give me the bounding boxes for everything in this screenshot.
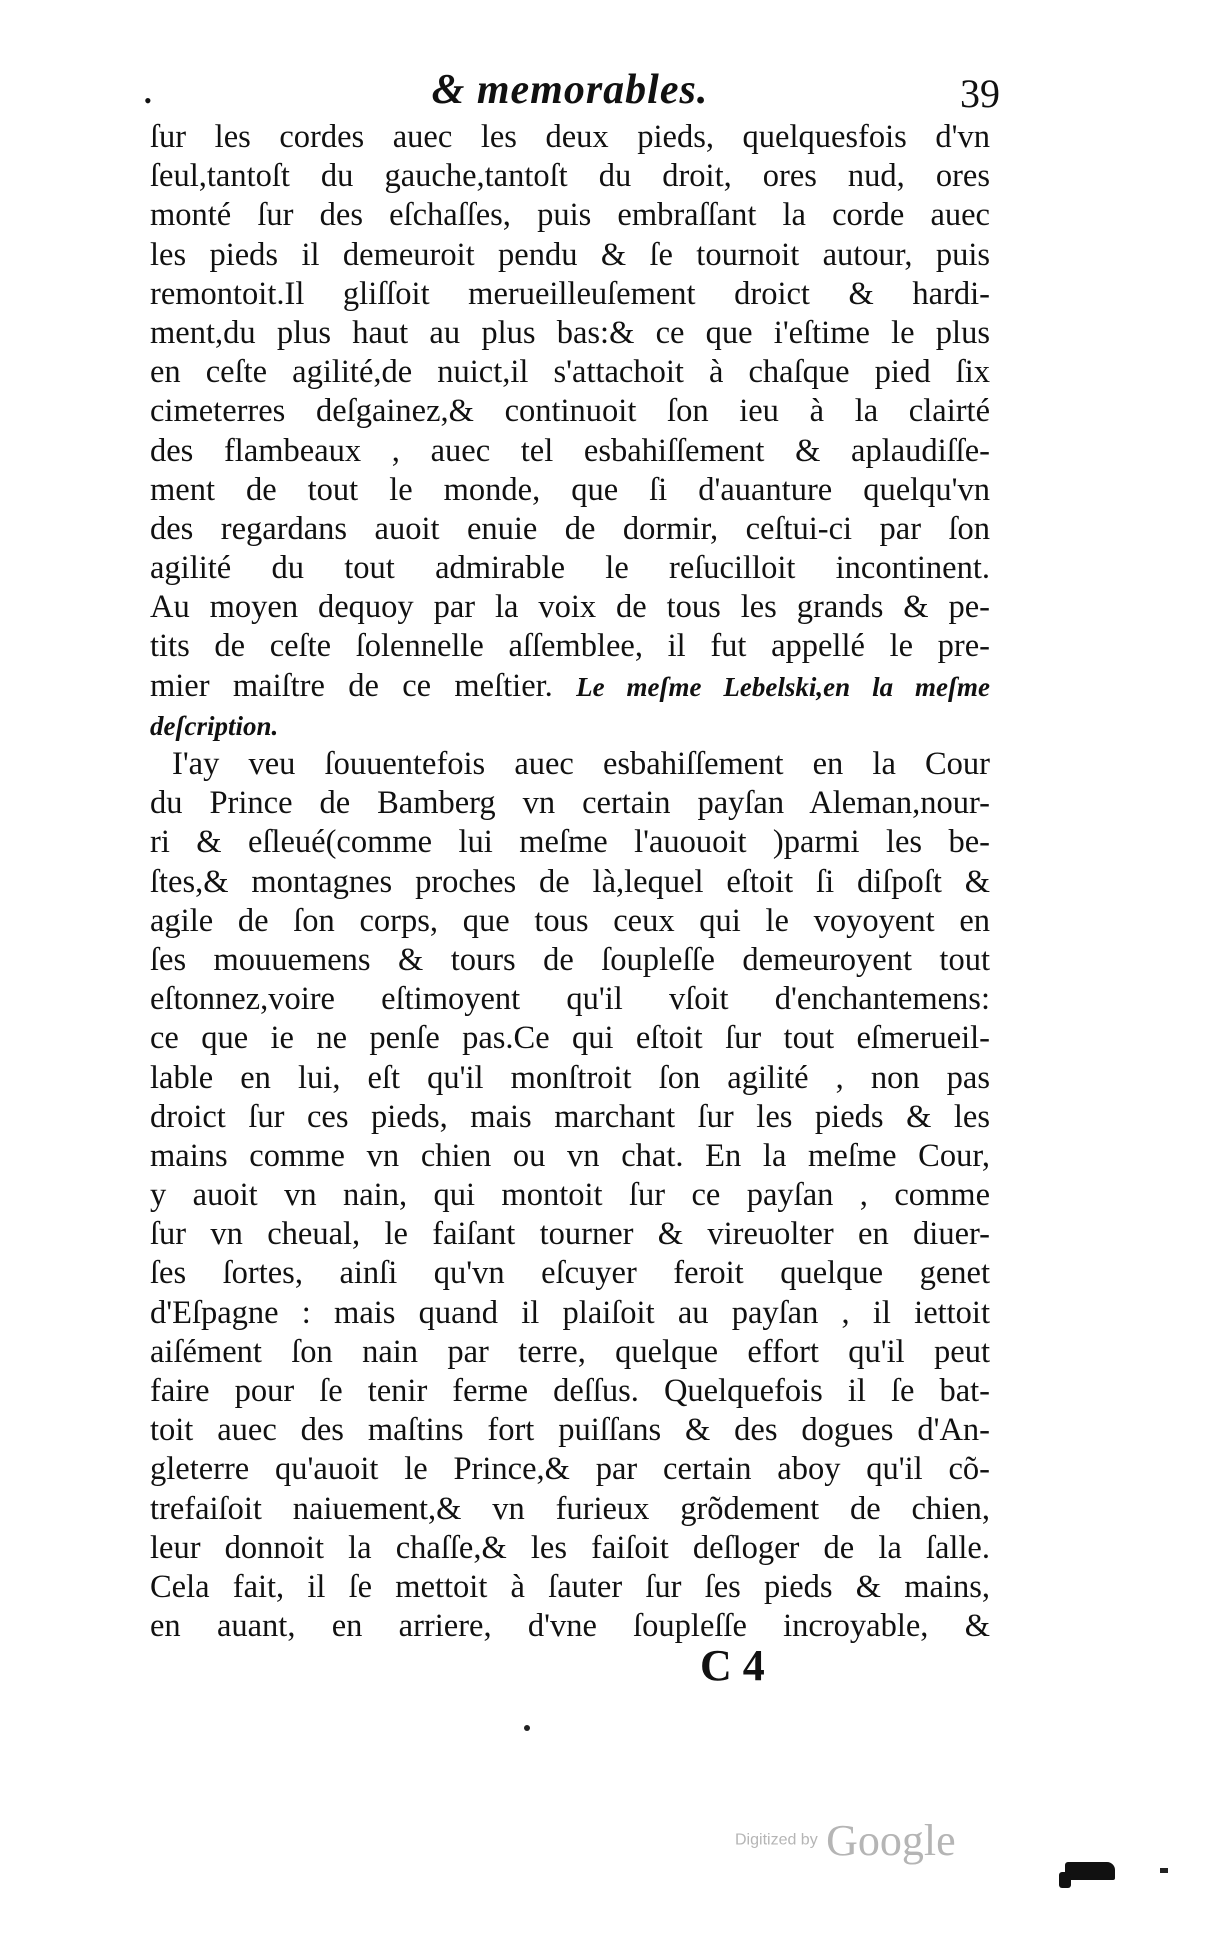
paragraph-line: ſur vn cheual, le faiſant tourner & vireuolter en diuer- xyxy=(150,1216,990,1253)
scan-edge-mark xyxy=(1065,1862,1115,1880)
text-line: remontoit.Il gliſſoit merueilleuſement droict & hardi- xyxy=(150,275,990,312)
text-line: tits de ceſte ſolennelle aſſemblee, il fut appellé le pre- xyxy=(150,628,990,665)
text-line: des flambeaux , auec tel esbahiſſement & aplaudiſſe- xyxy=(150,432,990,469)
paragraph-line: toit auec des maſtins fort puiſſans & des dogues d'An- xyxy=(150,1412,990,1449)
paragraph-line: ſes ſortes, ainſi qu'vn eſcuyer feroit quelque genet xyxy=(150,1255,990,1292)
body-text xyxy=(150,118,990,1646)
scan-edge-dot xyxy=(1160,1868,1168,1873)
paragraph-line: leur donnoit la chaſſe,& les faiſoit deſloger de la ſalle. xyxy=(150,1529,990,1566)
text-line: Au moyen dequoy par la voix de tous les grands & pe- xyxy=(150,589,990,626)
paragraph-line: eſtonnez,voire eſtimoyent qu'il vſoit d'enchantemens: xyxy=(150,981,990,1018)
ink-speck xyxy=(524,1725,530,1731)
running-title: & memorables. xyxy=(431,67,709,113)
paragraph-line: lable en lui, eſt qu'il monſtroit ſon agilité , non pas xyxy=(150,1059,990,1096)
paragraph-line: en auant, en arriere, d'vne ſoupleſſe incroyable, & xyxy=(150,1608,990,1645)
paragraph-line: ce que ie ne penſe pas.Ce qui eſtoit ſur tout eſmerueil- xyxy=(150,1020,990,1057)
paragraph-line: y auoit vn nain, qui montoit ſur ce payſan , comme xyxy=(150,1177,990,1214)
page-header xyxy=(140,62,1000,122)
paragraph-line: ri & eſleué(comme lui meſme l'auouoit )parmi les be- xyxy=(150,824,990,861)
citation-part-2: deſcription. xyxy=(150,710,279,741)
paragraph-line: aiſément ſon nain par terre, quelque effort qu'il peut xyxy=(150,1333,990,1370)
paragraph-line: ſes mouuemens & tours de ſoupleſſe demeuroyent tout xyxy=(150,941,990,978)
paragraph-line: d'Eſpagne : mais quand il plaiſoit au payſan , il iettoit xyxy=(150,1294,990,1331)
paragraph-line: mains comme vn chien ou vn chat. En la meſme Cour, xyxy=(150,1137,990,1174)
paragraph-line: du Prince de Bamberg vn certain payſan Aleman,nour- xyxy=(150,785,990,822)
text-line: en ceſte agilité,de nuict,il s'attachoit à chaſque pied ſix xyxy=(150,354,990,391)
text-line-end: mier maiſtre de ce meſtier. xyxy=(150,667,553,704)
citation-line xyxy=(150,706,990,745)
text-line: ment de tout le monde, que ſi d'auanture quelqu'vn xyxy=(150,471,990,508)
citation-part-1: Le meſme Lebelski,en la meſme xyxy=(576,671,991,702)
paragraph-line: Cela fait, il ſe mettoit à ſauter ſur ſes pieds & mains, xyxy=(150,1568,990,1605)
paragraph-line: faire pour ſe tenir ferme deſſus. Quelquefois il ſe bat- xyxy=(150,1373,990,1409)
paragraph-line: I'ay veu ſouuentefois auec esbahiſſement en la Cour xyxy=(172,746,990,782)
text-line: ſur les cordes auec les deux pieds, quelquesfois d'vn xyxy=(150,119,990,155)
header-dot: • xyxy=(144,88,152,113)
paragraph-line: droict ſur ces pieds, mais marchant ſur les pieds & les xyxy=(150,1098,990,1135)
text-line: agilité du tout admirable le reſucilloit incontinent. xyxy=(150,550,990,587)
text-line: ment,du plus haut au plus bas:& ce que i'eſtime le plus xyxy=(150,314,990,351)
text-line: des regardans auoit enuie de dormir, ceſtui-ci par ſon xyxy=(150,510,990,547)
paragraph-line: ſtes,& montagnes proches de là,lequel eſtoit ſi diſpoſt & xyxy=(150,863,990,900)
page-number: 39 xyxy=(960,71,1000,116)
watermark-brand: Google xyxy=(826,1816,956,1865)
text-line: les pieds il demeuroit pendu & ſe tournoit autour, puis xyxy=(150,236,990,273)
text-line: monté ſur des eſchaſſes, puis embraſſant la corde auec xyxy=(150,197,990,234)
text-line-with-citation xyxy=(150,667,990,706)
watermark-prefix: Digitized by xyxy=(735,1831,818,1849)
signature-mark: C 4 xyxy=(700,1641,765,1690)
digitization-watermark xyxy=(735,1815,956,1866)
paragraph-line: trefaiſoit naiuement,& vn furieux grõdement de chien, xyxy=(150,1490,990,1527)
text-line: ſeul,tantoſt du gauche,tantoſt du droit, ores nud, ores xyxy=(150,158,990,195)
paragraph-line: gleterre qu'auoit le Prince,& par certain aboy qu'il cõ- xyxy=(150,1451,990,1488)
paragraph-line: agile de ſon corps, que tous ceux qui le voyoyent en xyxy=(150,902,990,939)
text-line: cimeterres deſgainez,& continuoit ſon ieu à la clairté xyxy=(150,393,990,430)
